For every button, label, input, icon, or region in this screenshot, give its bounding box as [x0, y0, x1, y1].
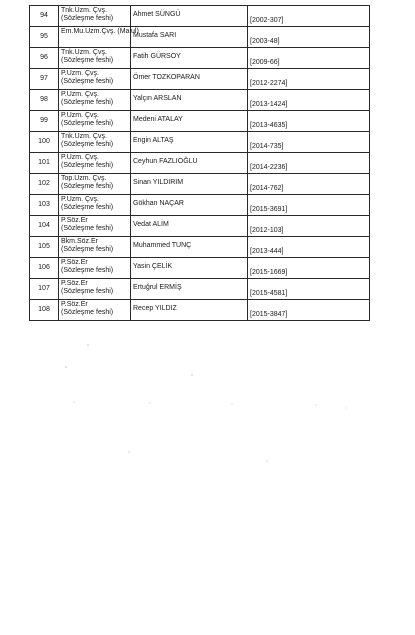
- name-cell: [131, 237, 248, 258]
- rank-cell: [59, 195, 131, 216]
- registry-number: [2009-66]: [250, 59, 280, 66]
- rank-cell: [59, 27, 139, 48]
- row-number: 105: [30, 237, 59, 258]
- rank-title: P.Uzm. Çvş.: [61, 154, 99, 161]
- rank-note: (Sözleşme feshi): [61, 78, 114, 85]
- rank-cell: [59, 216, 131, 237]
- registry-cell: [248, 153, 370, 174]
- rank-title: Tnk.Uzm. Çvş.: [61, 49, 107, 56]
- rank-note: (Sözleşme feshi): [61, 267, 114, 274]
- name-cell: [131, 153, 248, 174]
- name-cell: [131, 258, 248, 279]
- name-cell: [131, 279, 248, 300]
- registry-number: [2015-3691]: [250, 206, 288, 213]
- row-number: 102: [30, 174, 59, 195]
- rank-note: (Sözleşme feshi): [61, 99, 114, 106]
- name-cell: [131, 48, 248, 69]
- person-name: Gökhan NAÇAR: [133, 200, 184, 207]
- person-name: Fatih GÜRSOY: [133, 53, 181, 60]
- scan-speck: [87, 344, 88, 345]
- row-number: 101: [30, 153, 59, 174]
- registry-cell: [248, 6, 370, 27]
- row-number: 104: [30, 216, 59, 237]
- registry-number: [2013-4635]: [250, 122, 288, 129]
- rank-note: (Sözleşme feshi): [61, 204, 114, 211]
- rank-note: [61, 36, 128, 44]
- rank-title: Tnk.Uzm. Çvş.: [61, 7, 107, 14]
- registry-cell: [248, 90, 370, 111]
- registry-number: [2012-103]: [250, 227, 284, 234]
- registry-number: [2014-2236]: [250, 164, 288, 171]
- table-row: [30, 69, 370, 90]
- person-name: Yalçın ARSLAN: [133, 95, 182, 102]
- name-cell: [131, 300, 248, 321]
- name-cell: [131, 195, 248, 216]
- name-cell: [131, 111, 248, 132]
- row-number: 99: [30, 111, 59, 132]
- rank-note: (Sözleşme feshi): [61, 162, 114, 169]
- scan-speck: [65, 366, 66, 367]
- rank-title: Bkm.Söz.Er: [61, 238, 98, 245]
- rank-title: P.Söz.Er: [61, 301, 88, 308]
- person-name: Ceyhun FAZLIOĞLU: [133, 158, 198, 165]
- table-row: [30, 300, 370, 321]
- row-number: 96: [30, 48, 59, 69]
- personnel-table: [29, 5, 370, 321]
- registry-cell: [248, 27, 370, 48]
- rank-cell: [59, 69, 131, 90]
- registry-cell: [248, 195, 370, 216]
- person-name: Ahmet SÜNGÜ: [133, 11, 181, 18]
- rank-note: (Sözleşme feshi): [61, 57, 114, 64]
- row-number: 106: [30, 258, 59, 279]
- scan-speck: [129, 452, 130, 453]
- rank-note: (Sözleşme feshi): [61, 288, 114, 295]
- registry-number: [2003-48]: [250, 38, 280, 45]
- person-name: Ertuğrul ERMİŞ: [133, 284, 182, 291]
- rank-title: P.Söz.Er: [61, 259, 88, 266]
- rank-note: (Sözleşme feshi): [61, 309, 114, 316]
- scan-speck: [191, 374, 192, 375]
- registry-cell: [248, 216, 370, 237]
- rank-cell: [59, 258, 131, 279]
- name-cell: [131, 6, 248, 27]
- rank-cell: [59, 237, 131, 258]
- person-name: Mustafa SARI: [133, 32, 177, 39]
- rank-cell: [59, 6, 131, 27]
- name-cell: [131, 69, 248, 90]
- scan-speck: [232, 404, 233, 405]
- registry-number: [2002-307]: [250, 17, 284, 24]
- person-name: Muhammed TUNÇ: [133, 242, 192, 249]
- name-cell: [131, 90, 248, 111]
- registry-number: [2015-3847]: [250, 311, 288, 318]
- registry-number: [2015-4581]: [250, 290, 288, 297]
- rank-title: Top.Uzm. Çvş.: [61, 175, 107, 182]
- table-row: [30, 111, 370, 132]
- rank-cell: [59, 132, 131, 153]
- registry-cell: [248, 48, 370, 69]
- rank-cell: [59, 90, 131, 111]
- scan-speck: [150, 403, 151, 404]
- rank-note: (Sözleşme feshi): [61, 183, 114, 190]
- registry-number: [2015-1669]: [250, 269, 288, 276]
- person-name: Medeni ATALAY: [133, 116, 183, 123]
- table-row: [30, 216, 370, 237]
- person-name: Engin ALTAŞ: [133, 137, 174, 144]
- person-name: Yasin ÇELİK: [133, 263, 173, 270]
- table-row: [30, 174, 370, 195]
- rank-cell: [59, 111, 131, 132]
- row-number: 100: [30, 132, 59, 153]
- row-number: 103: [30, 195, 59, 216]
- registry-number: [2013-444]: [250, 248, 284, 255]
- row-number: 108: [30, 300, 59, 321]
- registry-cell: [248, 69, 370, 90]
- rank-note: (Sözleşme feshi): [61, 141, 114, 148]
- table-row: [30, 279, 370, 300]
- scan-speck: [346, 408, 347, 409]
- personnel-table-body: [30, 6, 370, 321]
- table-row: [30, 237, 370, 258]
- row-number: 94: [30, 6, 59, 27]
- registry-number: [2013-1424]: [250, 101, 288, 108]
- registry-number: [2014-762]: [250, 185, 284, 192]
- rank-title: P.Uzm. Çvş.: [61, 70, 99, 77]
- table-row: [30, 27, 370, 48]
- registry-number: [2012-2274]: [250, 80, 288, 87]
- registry-number: [2014-735]: [250, 143, 284, 150]
- name-cell: [131, 174, 248, 195]
- registry-cell: [248, 237, 370, 258]
- rank-cell: [59, 279, 131, 300]
- rank-title: Em.Mu.Uzm.Çvş. (Malul): [61, 28, 139, 35]
- row-number: 98: [30, 90, 59, 111]
- scan-speck: [267, 461, 268, 462]
- rank-note: (Sözleşme feshi): [61, 225, 114, 232]
- person-name: Ömer TOZKOPARAN: [133, 74, 200, 81]
- rank-title: P.Söz.Er: [61, 217, 88, 224]
- person-name: Recep YILDIZ: [133, 305, 177, 312]
- rank-title: P.Söz.Er: [61, 280, 88, 287]
- rank-cell: [59, 300, 131, 321]
- rank-cell: [59, 48, 131, 69]
- registry-cell: [248, 111, 370, 132]
- scan-speck: [74, 402, 75, 403]
- name-cell: [131, 132, 248, 153]
- name-cell: [131, 27, 248, 48]
- person-name: Vedat ALİM: [133, 221, 169, 228]
- registry-cell: [248, 300, 370, 321]
- table-row: [30, 153, 370, 174]
- row-number: 107: [30, 279, 59, 300]
- rank-note: (Sözleşme feshi): [61, 246, 114, 253]
- table-row: [30, 48, 370, 69]
- row-number: 95: [30, 27, 59, 48]
- registry-cell: [248, 258, 370, 279]
- table-row: [30, 195, 370, 216]
- registry-cell: [248, 279, 370, 300]
- rank-title: P.Uzm. Çvş.: [61, 196, 99, 203]
- rank-title: P.Uzm. Çvş.: [61, 112, 99, 119]
- table-row: [30, 258, 370, 279]
- rank-title: Tnk.Uzm. Çvş.: [61, 133, 107, 140]
- scan-speck: [316, 405, 317, 406]
- registry-cell: [248, 174, 370, 195]
- registry-cell: [248, 132, 370, 153]
- rank-cell: [59, 153, 131, 174]
- person-name: Sinan YILDIRIM: [133, 179, 184, 186]
- rank-note: (Sözleşme feshi): [61, 15, 114, 22]
- table-row: [30, 90, 370, 111]
- name-cell: [131, 216, 248, 237]
- table-row: [30, 132, 370, 153]
- rank-cell: [59, 174, 131, 195]
- row-number: 97: [30, 69, 59, 90]
- rank-title: P.Uzm. Çvş.: [61, 91, 99, 98]
- table-row: [30, 6, 370, 27]
- rank-note: (Sözleşme feshi): [61, 120, 114, 127]
